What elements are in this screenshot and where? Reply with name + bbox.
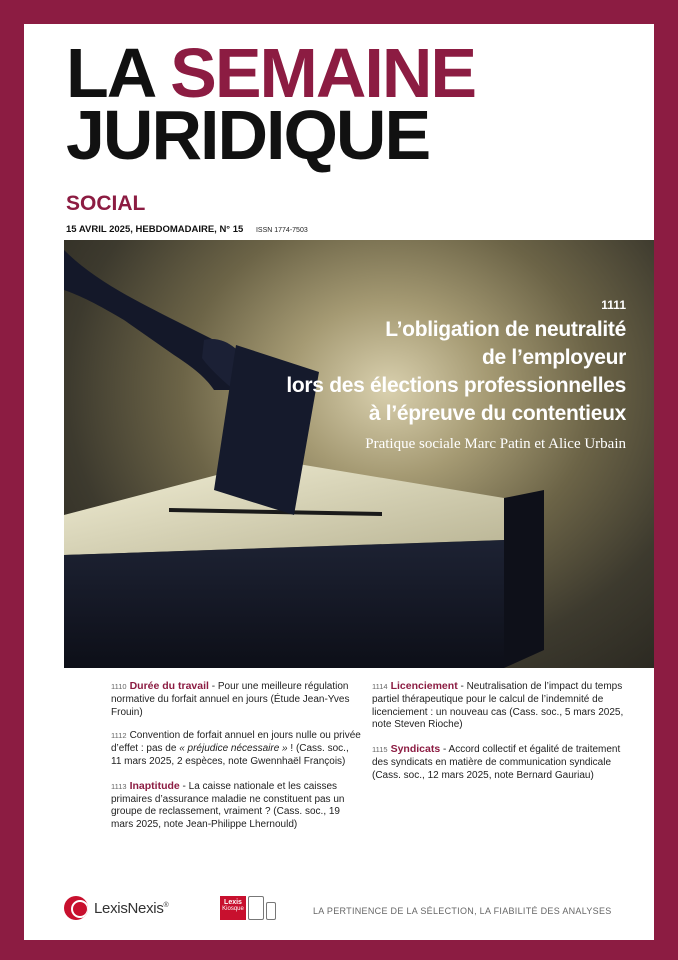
kiosque-icon xyxy=(220,896,246,920)
masthead-juridique: JURIDIQUE xyxy=(66,96,430,174)
masthead xyxy=(66,34,476,174)
logo-registered: ® xyxy=(163,901,169,909)
cover-title-line: de l’employeur xyxy=(481,346,626,369)
entry-number: 1114 xyxy=(372,682,388,691)
tablet-icon xyxy=(248,896,264,920)
entry-keyword: Durée du travail xyxy=(129,680,209,692)
summary-column-right xyxy=(372,680,624,794)
summary-entry xyxy=(372,680,624,732)
entry-text: - La caisse nationale et les caisses primaires d’assurance maladie ne constituent pas un groupe de reclassement, vraiment ? (Cass. soc., 19 mars 2025, note Jean-Philippe Lhernould) xyxy=(111,780,345,831)
entry-keyword: Licenciement xyxy=(390,680,458,692)
ballot-box-side xyxy=(504,490,544,668)
entry-text-tail: ! (Cass. soc., 11 mars 2025, 2 espèces, note Gwennhaël François) xyxy=(111,743,349,767)
kiosque-line-1: Lexis xyxy=(224,899,242,906)
masthead-line-1 xyxy=(66,34,476,112)
cover-illustration xyxy=(64,240,654,668)
issue-date: 15 AVRIL 2025, HEBDOMADAIRE, N° 15 xyxy=(66,224,244,235)
cover-title-line: lors des élections professionnelles xyxy=(286,374,626,397)
entry-number: 1110 xyxy=(111,682,127,691)
phone-icon xyxy=(266,902,276,920)
lexisnexis-logo xyxy=(64,896,168,920)
entry-emphasis: « préjudice nécessaire » xyxy=(179,743,288,755)
cover-story-subtitle: Pratique sociale Marc Patin et Alice Urbain xyxy=(365,436,626,452)
section-label: SOCIAL xyxy=(66,192,146,215)
logo-wordmark: LexisNexis xyxy=(94,899,164,917)
entry-text: - Accord collectif et égalité de traitement des syndicats en matière de communication syndicale (Cass. soc., 12 mars 2025, note Bernard Gauriau) xyxy=(372,744,621,781)
cover-story-title xyxy=(286,316,626,428)
summary-entry xyxy=(372,743,624,782)
cover-title-line: à l’épreuve du contentieux xyxy=(368,402,626,425)
entry-keyword: Syndicats xyxy=(390,743,441,756)
entry-text: - Pour une meilleure régulation normative du forfait annuel en jours (Étude Jean-Yves Frouin) xyxy=(111,681,350,718)
summary-entry xyxy=(111,680,361,719)
entry-number: 1115 xyxy=(372,745,388,755)
kiosque-line-2: Kiosque xyxy=(222,906,244,912)
lexis-kiosque-badge xyxy=(220,896,276,920)
ballot-box-front xyxy=(64,540,504,668)
summary-entry xyxy=(111,730,361,768)
cover-story xyxy=(286,298,626,453)
masthead-la: LA xyxy=(66,34,171,112)
entry-number: 1112 xyxy=(111,731,127,741)
tagline: LA PERTINENCE DE LA SÉLECTION, LA FIABILITÉ DES ANALYSES xyxy=(313,906,612,916)
cover-story-number: 1111 xyxy=(601,298,626,312)
issn: ISSN 1774-7503 xyxy=(255,227,308,234)
masthead-semaine: SEMAINE xyxy=(170,34,476,112)
cover-title-line: L’obligation de neutralité xyxy=(385,318,626,341)
lexisnexis-logo-text xyxy=(94,900,168,917)
issue-line xyxy=(66,224,308,235)
cover-page xyxy=(24,24,654,940)
footer xyxy=(24,892,654,932)
summary-column-left xyxy=(111,680,361,843)
entry-text: Convention de forfait annuel en jours nulle ou privée d’effet : pas de xyxy=(111,730,361,755)
summary-entry xyxy=(111,780,361,832)
lexisnexis-logo-icon xyxy=(64,896,88,920)
entry-number: 1113 xyxy=(111,781,127,791)
entry-keyword: Inaptitude xyxy=(129,779,180,792)
entry-text: - Neutralisation de l’impact du temps partiel thérapeutique pour le calcul de l’indemnité de licenciement : un nouveau cas (Cass. soc., 5 mars 2025, note Steven Rioche) xyxy=(372,681,624,731)
